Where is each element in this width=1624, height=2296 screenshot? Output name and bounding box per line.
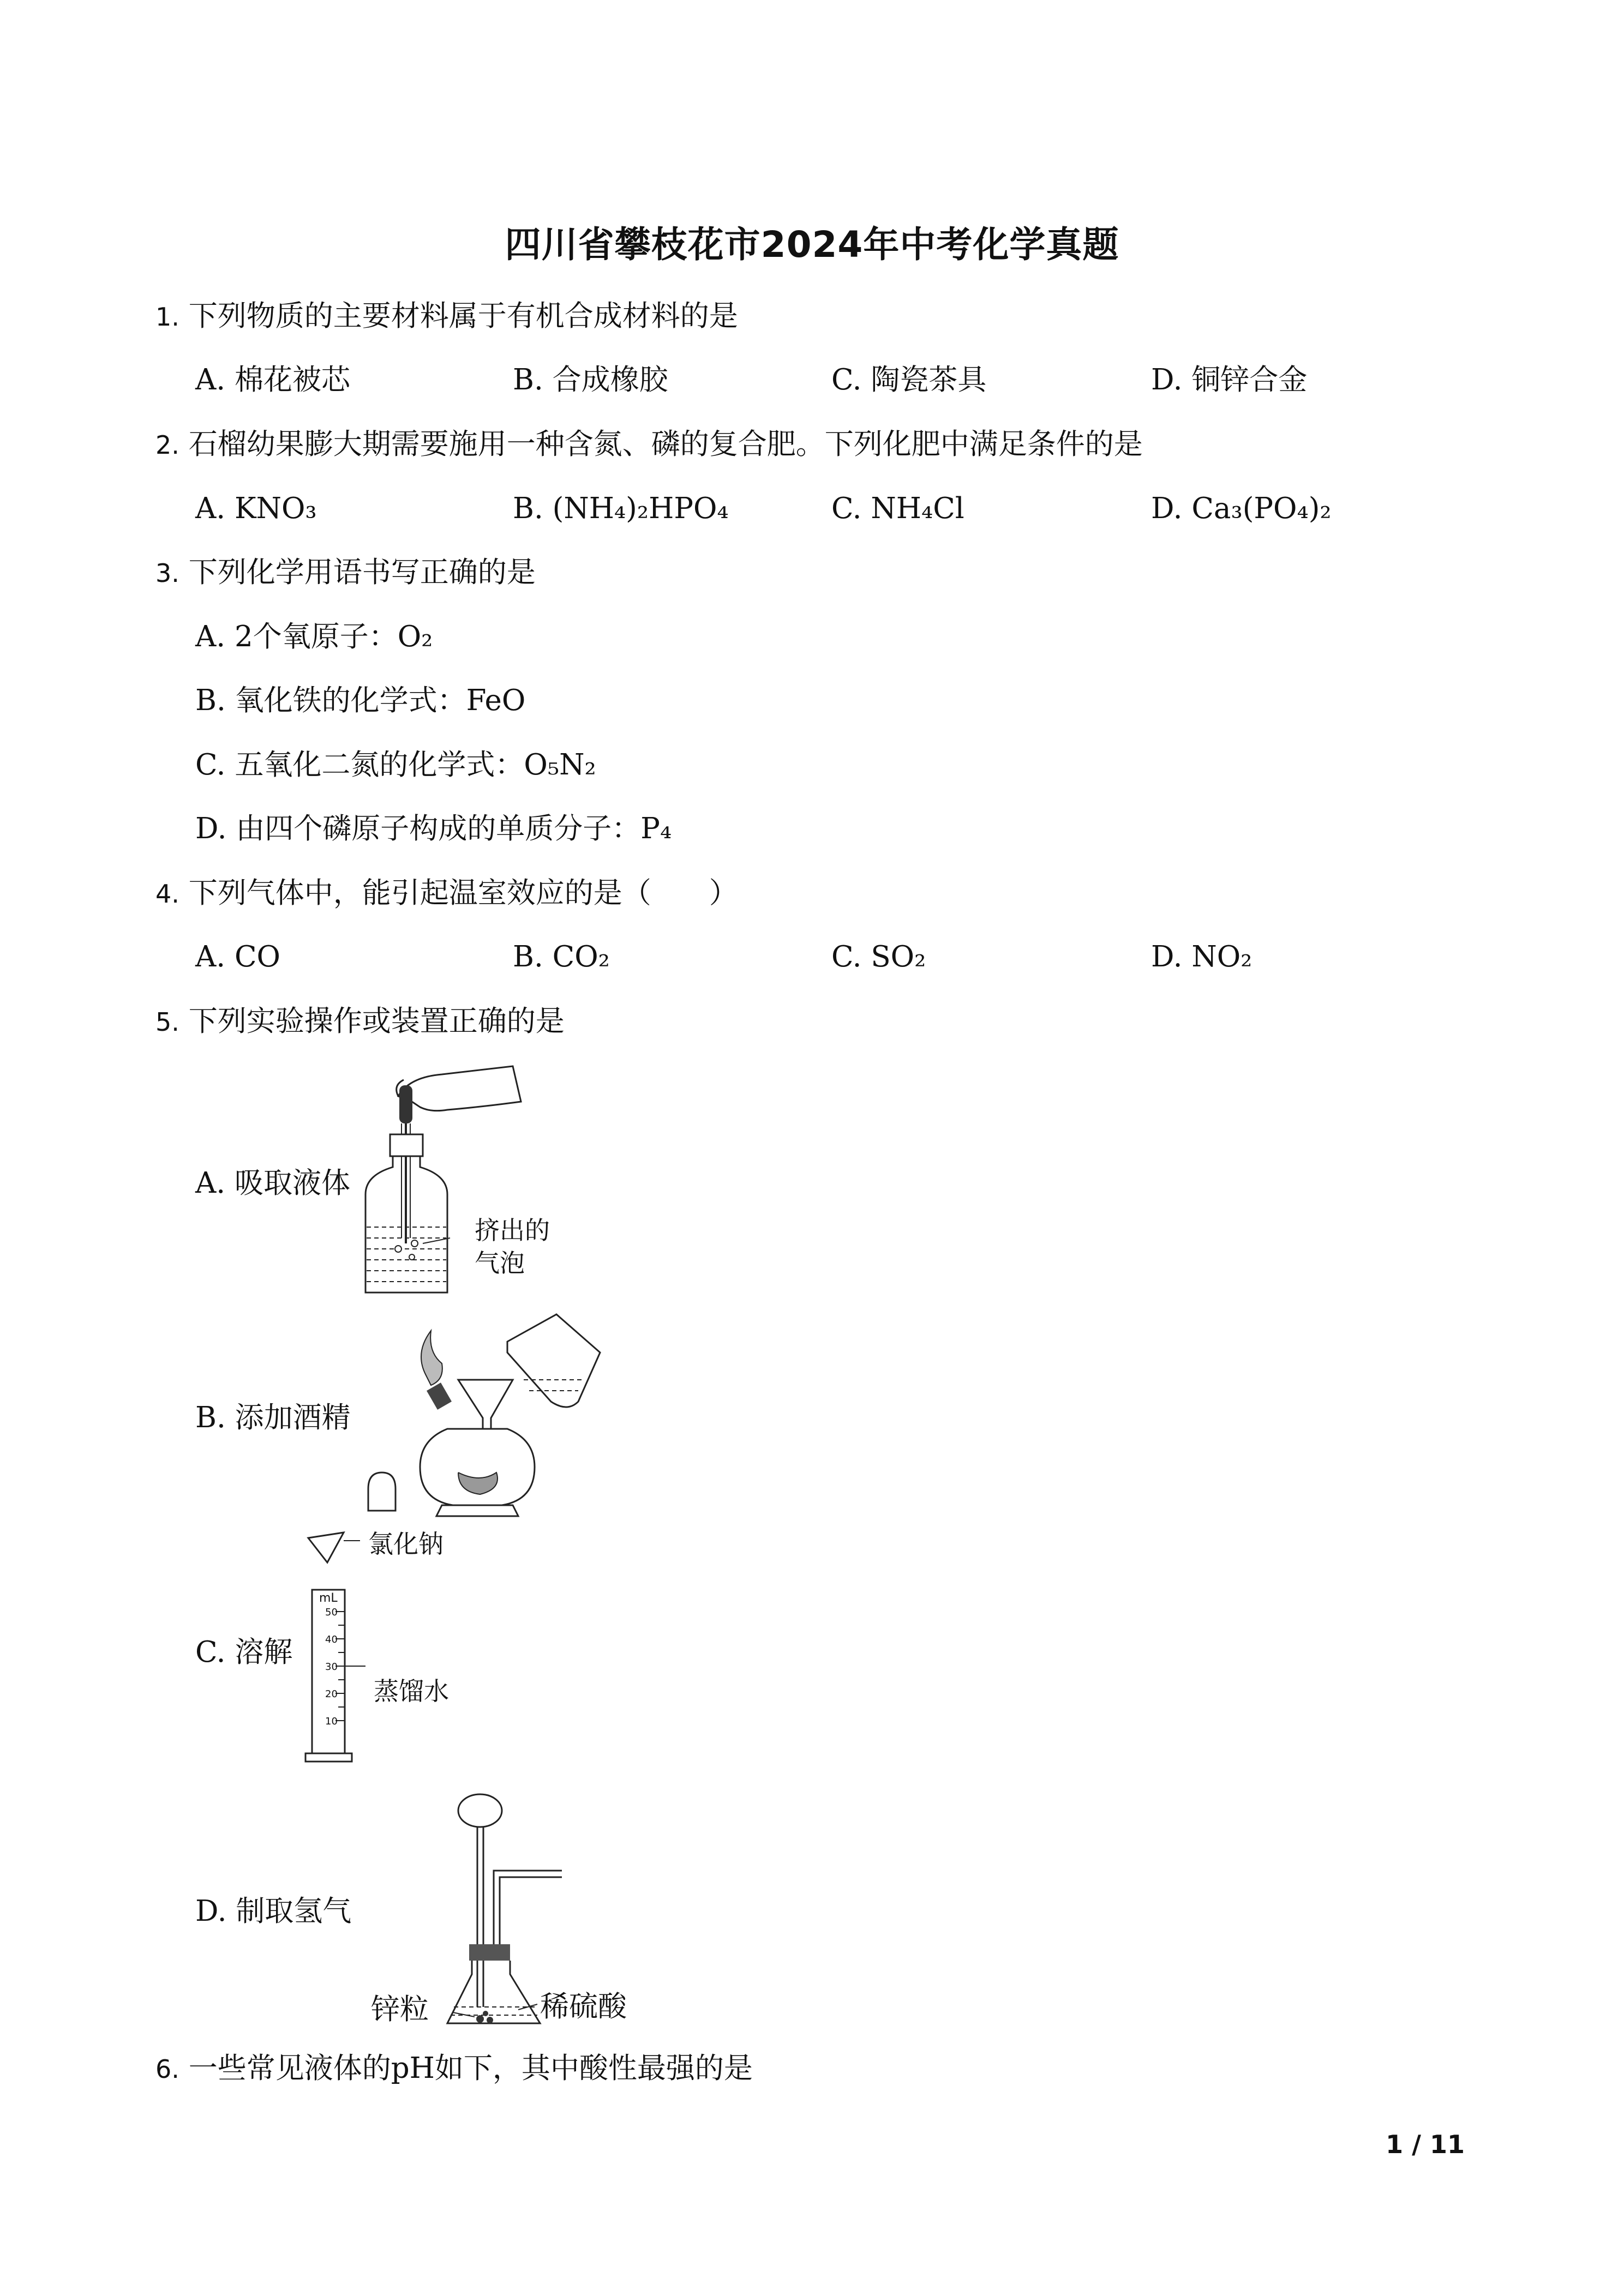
page-title: 四川省攀枝花市2024年中考化学真题 [505,224,1119,266]
question-number: 6. [155,2054,179,2084]
option-a: A. CO [195,940,280,973]
question-number: 5. [155,1007,179,1037]
bubble-label-2: 气泡 [475,1248,525,1278]
question-number: 3. [155,558,179,588]
tick-40: 40 [325,1634,338,1645]
question-stem: 一些常见液体的pH如下，其中酸性最强的是 [188,2052,753,2085]
question-stem: 石榴幼果膨大期需要施用一种含氮、磷的复合肥。下列化肥中满足条件的是 [188,428,1143,461]
option-d: D. Ca₃(PO₄)₂ [1151,492,1332,525]
question-6 [155,2049,753,2088]
option-a: A. 棉花被芯 [195,363,350,396]
question-3 [155,554,536,592]
option-c: C. 溶解 [195,1636,293,1669]
option-d: D. 铜锌合金 [1151,363,1308,396]
option-c: C. 五氧化二氮的化学式：O₅N₂ [195,748,596,782]
tick-50: 50 [325,1607,338,1618]
question-number: 4. [155,879,179,909]
nacl-label: 氯化钠 [368,1529,444,1559]
option-b: B. CO₂ [513,940,610,973]
option-a: A. 2个氧原子：O₂ [195,620,433,653]
option-d: D. NO₂ [1151,940,1253,973]
question-number: 2. [155,430,179,460]
question-stem: 下列物质的主要材料属于有机合成材料的是 [188,299,738,333]
question-stem: 下列气体中，能引起温室效应的是（ ） [188,876,738,910]
question-stem: 下列化学用语书写正确的是 [188,556,536,589]
tick-10: 10 [325,1716,338,1727]
bubble-label-1: 挤出的 [475,1216,550,1245]
option-b: B. 添加酒精 [195,1401,351,1434]
tick-30: 30 [325,1661,338,1673]
page-number: 1 / 11 [1386,2130,1465,2159]
acid-label: 稀硫酸 [540,1990,627,2023]
question-5 [155,1002,565,1041]
question-4 [155,874,738,913]
question-1 [155,297,738,336]
option-c: C. 陶瓷茶具 [831,363,987,396]
zinc-label: 锌粒 [371,1993,429,2026]
option-a: A. KNO₃ [195,492,317,525]
tick-20: 20 [325,1688,338,1700]
water-label: 蒸馏水 [374,1676,449,1706]
option-d: D. 由四个磷原子构成的单质分子：P₄ [195,812,672,845]
option-d: D. 制取氢气 [195,1895,352,1928]
option-b: B. 合成橡胶 [513,363,668,396]
option-c: C. NH₄Cl [831,492,964,525]
alcohol-lamp-figure [360,1309,611,1549]
option-c: C. SO₂ [831,940,926,973]
question-number: 1. [155,302,179,332]
graduated-cylinder-figure [305,1530,371,1770]
question-2 [155,425,1143,464]
option-b: B. (NH₄)₂HPO₄ [513,492,729,525]
option-b: B. 氧化铁的化学式：FeO [195,684,526,717]
option-a: A. 吸取液体 [195,1167,350,1200]
question-stem: 下列实验操作或装置正确的是 [188,1005,565,1038]
cylinder-unit: mL [319,1591,338,1605]
